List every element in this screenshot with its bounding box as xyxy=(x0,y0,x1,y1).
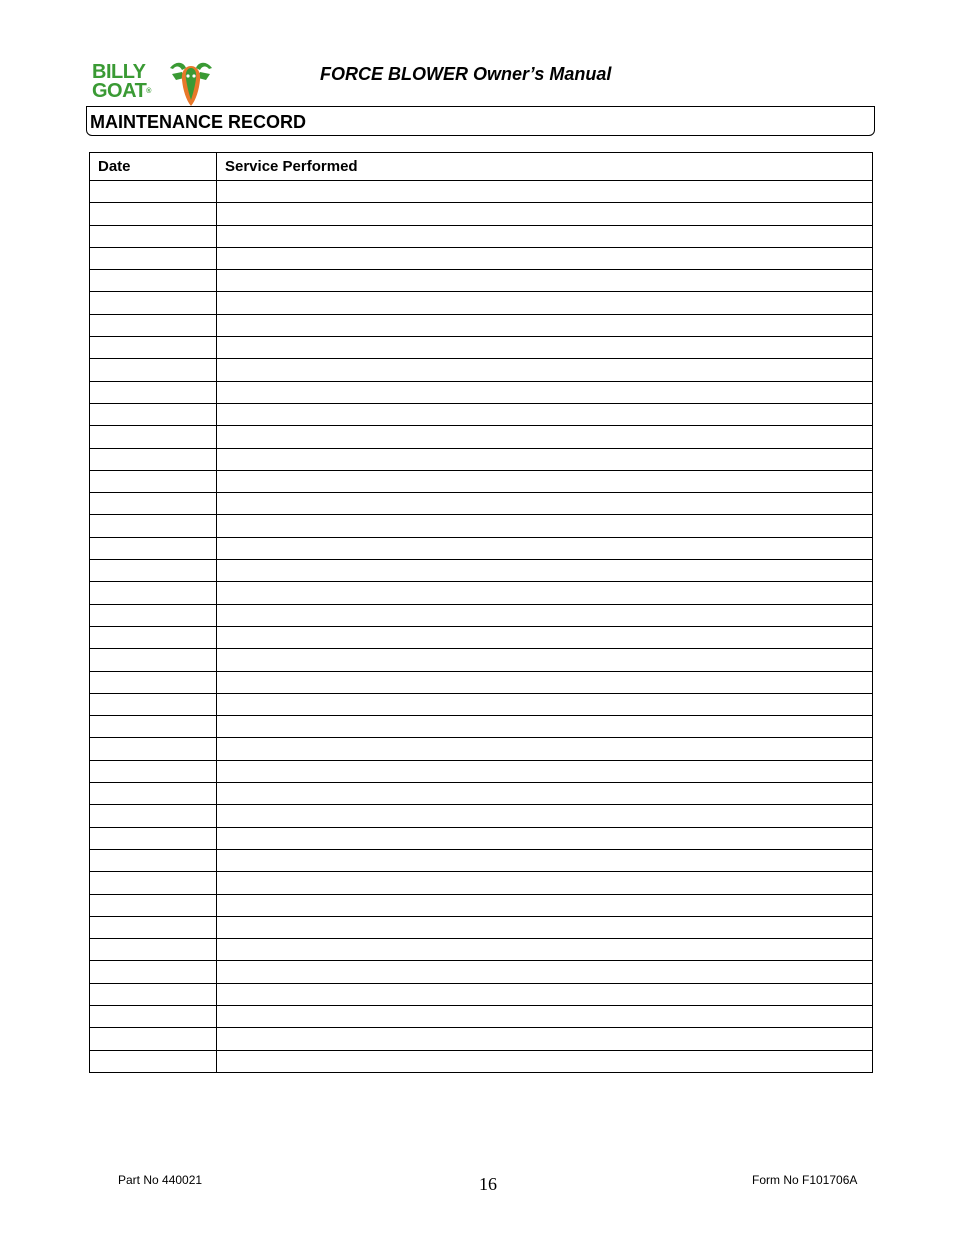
service-cell xyxy=(217,961,873,983)
table-row xyxy=(90,760,873,782)
logo-line-2: GOAT xyxy=(92,80,147,102)
service-cell xyxy=(217,626,873,648)
table-row xyxy=(90,1050,873,1072)
date-cell xyxy=(90,181,217,203)
date-cell xyxy=(90,604,217,626)
date-cell xyxy=(90,1050,217,1072)
table-row xyxy=(90,314,873,336)
service-cell xyxy=(217,1005,873,1027)
table-header-row xyxy=(90,153,873,181)
date-cell xyxy=(90,337,217,359)
date-cell xyxy=(90,671,217,693)
table-row xyxy=(90,560,873,582)
service-cell xyxy=(217,894,873,916)
date-cell xyxy=(90,872,217,894)
service-cell xyxy=(217,493,873,515)
table-row xyxy=(90,359,873,381)
table-row xyxy=(90,537,873,559)
table-row xyxy=(90,805,873,827)
table-row xyxy=(90,247,873,269)
table-row xyxy=(90,626,873,648)
date-cell xyxy=(90,760,217,782)
service-cell xyxy=(217,939,873,961)
maintenance-record-table xyxy=(89,152,873,1073)
service-cell xyxy=(217,181,873,203)
service-cell xyxy=(217,515,873,537)
service-cell xyxy=(217,247,873,269)
date-cell xyxy=(90,649,217,671)
service-cell xyxy=(217,872,873,894)
table-row xyxy=(90,716,873,738)
table-row xyxy=(90,939,873,961)
service-cell xyxy=(217,671,873,693)
service-cell xyxy=(217,537,873,559)
service-cell xyxy=(217,426,873,448)
date-cell xyxy=(90,805,217,827)
table-row xyxy=(90,827,873,849)
service-cell xyxy=(217,827,873,849)
page-number: 16 xyxy=(479,1174,497,1194)
table-row xyxy=(90,225,873,247)
column-header-date: Date xyxy=(90,153,217,181)
service-cell xyxy=(217,1050,873,1072)
table-row xyxy=(90,337,873,359)
service-cell xyxy=(217,314,873,336)
table-row xyxy=(90,448,873,470)
goat-head-icon xyxy=(166,58,216,108)
logo-line-1: BILLY xyxy=(92,61,146,83)
table-row xyxy=(90,783,873,805)
service-cell xyxy=(217,1028,873,1050)
service-cell xyxy=(217,760,873,782)
date-cell xyxy=(90,203,217,225)
service-cell xyxy=(217,983,873,1005)
service-cell xyxy=(217,738,873,760)
date-cell xyxy=(90,470,217,492)
table-row xyxy=(90,493,873,515)
table-body xyxy=(90,181,873,1073)
table-row xyxy=(90,961,873,983)
table-row xyxy=(90,403,873,425)
date-cell xyxy=(90,314,217,336)
service-cell xyxy=(217,225,873,247)
table-row xyxy=(90,1028,873,1050)
service-cell xyxy=(217,203,873,225)
service-cell xyxy=(217,359,873,381)
date-cell xyxy=(90,515,217,537)
service-cell xyxy=(217,292,873,314)
section-title: MAINTENANCE RECORD xyxy=(90,112,306,132)
table-row xyxy=(90,381,873,403)
manual-title: FORCE BLOWER Owner’s Manual xyxy=(320,64,612,84)
table-row xyxy=(90,203,873,225)
date-cell xyxy=(90,1005,217,1027)
date-cell xyxy=(90,916,217,938)
date-cell xyxy=(90,716,217,738)
table-row xyxy=(90,470,873,492)
table-row xyxy=(90,181,873,203)
date-cell xyxy=(90,403,217,425)
date-cell xyxy=(90,381,217,403)
date-cell xyxy=(90,939,217,961)
table-row xyxy=(90,738,873,760)
service-cell xyxy=(217,337,873,359)
table-row xyxy=(90,515,873,537)
logo-wordmark xyxy=(92,63,151,101)
table-row xyxy=(90,693,873,715)
date-cell xyxy=(90,537,217,559)
date-cell xyxy=(90,738,217,760)
table-row xyxy=(90,1005,873,1027)
date-cell xyxy=(90,247,217,269)
service-cell xyxy=(217,805,873,827)
service-cell xyxy=(217,693,873,715)
footer-part-number: Part No 440021 xyxy=(118,1173,203,1187)
service-cell xyxy=(217,448,873,470)
logo-registered-mark: ® xyxy=(146,88,151,95)
table-row xyxy=(90,872,873,894)
service-cell xyxy=(217,270,873,292)
table-row xyxy=(90,582,873,604)
service-cell xyxy=(217,403,873,425)
date-cell xyxy=(90,783,217,805)
service-cell xyxy=(217,783,873,805)
table-row xyxy=(90,983,873,1005)
section-header xyxy=(86,106,875,136)
table-row xyxy=(90,649,873,671)
table-row xyxy=(90,671,873,693)
date-cell xyxy=(90,582,217,604)
table-row xyxy=(90,292,873,314)
service-cell xyxy=(217,916,873,938)
billy-goat-logo xyxy=(92,58,218,108)
table-row xyxy=(90,270,873,292)
date-cell xyxy=(90,961,217,983)
date-cell xyxy=(90,849,217,871)
service-cell xyxy=(217,381,873,403)
table-row xyxy=(90,916,873,938)
service-cell xyxy=(217,470,873,492)
service-cell xyxy=(217,582,873,604)
table-row xyxy=(90,894,873,916)
service-cell xyxy=(217,604,873,626)
date-cell xyxy=(90,493,217,515)
table-row xyxy=(90,426,873,448)
date-cell xyxy=(90,983,217,1005)
date-cell xyxy=(90,359,217,381)
service-cell xyxy=(217,649,873,671)
service-cell xyxy=(217,849,873,871)
table-row xyxy=(90,849,873,871)
footer-form-number: Form No F101706A xyxy=(752,1173,858,1187)
service-cell xyxy=(217,560,873,582)
date-cell xyxy=(90,426,217,448)
date-cell xyxy=(90,827,217,849)
date-cell xyxy=(90,894,217,916)
date-cell xyxy=(90,292,217,314)
column-header-service: Service Performed xyxy=(217,153,873,181)
service-cell xyxy=(217,716,873,738)
table-row xyxy=(90,604,873,626)
date-cell xyxy=(90,560,217,582)
date-cell xyxy=(90,225,217,247)
date-cell xyxy=(90,270,217,292)
date-cell xyxy=(90,693,217,715)
date-cell xyxy=(90,448,217,470)
date-cell xyxy=(90,1028,217,1050)
date-cell xyxy=(90,626,217,648)
